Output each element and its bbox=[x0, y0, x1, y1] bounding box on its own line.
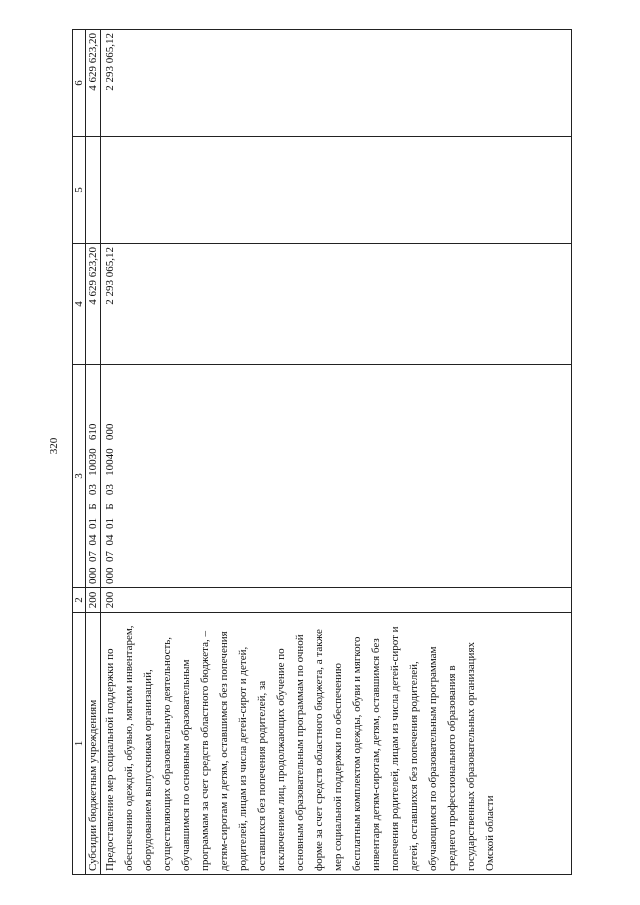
row-code1: 200 bbox=[86, 588, 101, 613]
row-value-4: 2 293 065,12 bbox=[101, 244, 572, 365]
header-cell-3: 3 bbox=[73, 365, 86, 588]
table-row bbox=[101, 30, 572, 875]
budget-table bbox=[72, 29, 572, 875]
header-cell-4: 4 bbox=[73, 244, 86, 365]
row-code3: 000 07 04 01 Б 03 10040 000 bbox=[101, 365, 572, 588]
row-value-6: 4 629 623,20 bbox=[86, 30, 101, 137]
header-cell-2: 2 bbox=[73, 588, 86, 613]
row-value-6: 2 293 065,12 bbox=[101, 30, 572, 137]
rotated-table-container bbox=[72, 30, 610, 875]
row-value-5 bbox=[101, 137, 572, 244]
row-value-4: 4 629 623,20 bbox=[86, 244, 101, 365]
row-code3: 000 07 04 01 Б 03 10030 610 bbox=[86, 365, 101, 588]
rotated-table-area bbox=[72, 30, 610, 875]
row-code1: 200 bbox=[101, 588, 572, 613]
page-number: 320 bbox=[48, 437, 60, 455]
header-cell-1: 1 bbox=[73, 613, 86, 875]
header-cell-5: 5 bbox=[73, 137, 86, 244]
table-row bbox=[86, 30, 101, 875]
header-row bbox=[73, 30, 86, 875]
row-name: Предоставление мер социальной поддержки по обеспечению одеждой, обувью, мягким инвентарем, оборудованием выпускникам организаций, осуществляющих образовательную деятельность, обучавшимся по основным образовательным программам за счет средств областного бюджета, – детям-сиротам и детям, оставшимся без попечения родителей, лицам из числа детей-сирот и детей, оставшихся без попечения родителей, за исключением лиц, продолжающих обучение по основным образовательным программам по очной форме за счет средств областного бюджета, а также мер социальной поддержки по обеспечению бесплатным комплектом одежды, обуви и мягкого инвентаря детям-сиротам, детям, оставшимся без попечения родителей, лицам из числа детей-сирот и детей, оставшихся без попечения родителей, обучающимся по образовательным программам среднего профессионального образования в государственных образовательных организациях Омской области bbox=[101, 613, 572, 875]
row-name: Субсидии бюджетным учреждениям bbox=[86, 613, 101, 875]
row-value-5 bbox=[86, 137, 101, 244]
header-cell-6: 6 bbox=[73, 30, 86, 137]
